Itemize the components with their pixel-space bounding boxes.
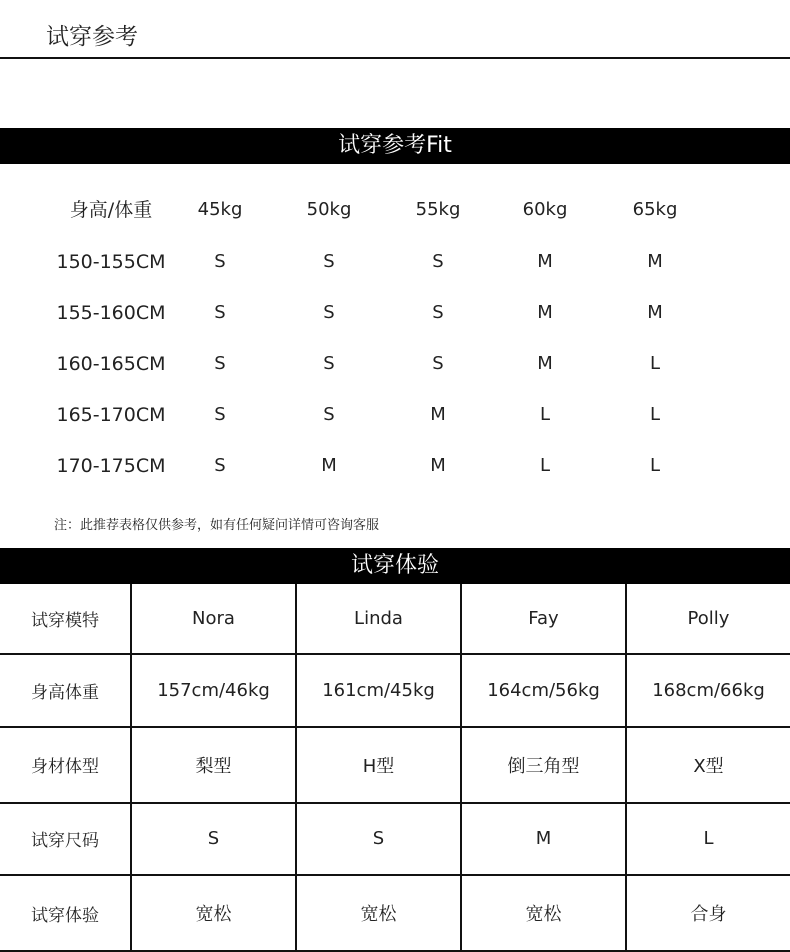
size-cell: S bbox=[432, 302, 444, 323]
size-cell: S bbox=[432, 251, 444, 272]
row-label: 试穿尺码 bbox=[0, 803, 131, 876]
size-cell: L bbox=[539, 455, 551, 476]
table-cell: 168cm/66kg bbox=[626, 654, 790, 727]
size-cell: M bbox=[537, 353, 553, 374]
experience-table bbox=[0, 584, 790, 952]
table-cell: 157cm/46kg bbox=[131, 654, 296, 727]
size-cell: M bbox=[321, 455, 337, 476]
size-chart-corner-label: 身高/体重 bbox=[69, 199, 153, 221]
size-cell: L bbox=[649, 353, 661, 374]
table-cell: Linda bbox=[296, 584, 461, 654]
row-label: 试穿模特 bbox=[0, 584, 131, 654]
weight-column-header: 45kg bbox=[197, 199, 243, 220]
table-row bbox=[0, 654, 790, 727]
row-label: 身高体重 bbox=[0, 654, 131, 727]
table-cell: H型 bbox=[296, 727, 461, 803]
table-cell: 161cm/45kg bbox=[296, 654, 461, 727]
height-range-label: 170-175CM bbox=[56, 455, 166, 477]
fit-section-header: 试穿参考Fit bbox=[0, 128, 790, 164]
size-cell: M bbox=[537, 302, 553, 323]
title-divider bbox=[0, 57, 790, 59]
size-cell: S bbox=[214, 251, 226, 272]
height-range-label: 160-165CM bbox=[56, 353, 166, 375]
size-chart-header-row bbox=[0, 190, 790, 230]
experience-section-header: 试穿体验 bbox=[0, 548, 790, 584]
size-cell: L bbox=[539, 404, 551, 425]
page-title: 试穿参考 bbox=[46, 24, 138, 50]
table-cell: S bbox=[131, 803, 296, 876]
size-cell: L bbox=[649, 455, 661, 476]
table-cell: Polly bbox=[626, 584, 790, 654]
size-cell: S bbox=[323, 302, 335, 323]
table-row bbox=[0, 727, 790, 803]
size-cell: M bbox=[430, 404, 446, 425]
table-cell: S bbox=[296, 803, 461, 876]
table-row bbox=[0, 875, 790, 951]
size-chart-note: 注：此推荐表格仅供参考，如有任何疑问详情可咨询客服 bbox=[54, 518, 380, 533]
size-chart-row bbox=[0, 242, 790, 282]
table-cell: 宽松 bbox=[296, 875, 461, 951]
weight-column-header: 50kg bbox=[306, 199, 352, 220]
table-cell: Nora bbox=[131, 584, 296, 654]
table-cell: 合身 bbox=[626, 875, 790, 951]
weight-column-header: 65kg bbox=[632, 199, 678, 220]
size-cell: S bbox=[214, 404, 226, 425]
height-range-label: 155-160CM bbox=[56, 302, 166, 324]
height-range-label: 165-170CM bbox=[56, 404, 166, 426]
table-cell: 宽松 bbox=[131, 875, 296, 951]
size-chart-row bbox=[0, 344, 790, 384]
table-row bbox=[0, 584, 790, 654]
size-chart-row bbox=[0, 293, 790, 333]
size-cell: M bbox=[430, 455, 446, 476]
table-cell: 倒三角型 bbox=[461, 727, 626, 803]
size-cell: M bbox=[537, 251, 553, 272]
table-cell: M bbox=[461, 803, 626, 876]
size-cell: S bbox=[432, 353, 444, 374]
table-cell: 164cm/56kg bbox=[461, 654, 626, 727]
size-chart-row bbox=[0, 395, 790, 435]
size-cell: M bbox=[647, 302, 663, 323]
size-cell: S bbox=[214, 302, 226, 323]
size-cell: S bbox=[323, 404, 335, 425]
size-cell: S bbox=[214, 353, 226, 374]
row-label: 身材体型 bbox=[0, 727, 131, 803]
table-cell: Fay bbox=[461, 584, 626, 654]
table-cell: 梨型 bbox=[131, 727, 296, 803]
table-cell: X型 bbox=[626, 727, 790, 803]
size-cell: S bbox=[323, 353, 335, 374]
weight-column-header: 55kg bbox=[415, 199, 461, 220]
size-cell: S bbox=[323, 251, 335, 272]
height-range-label: 150-155CM bbox=[56, 251, 166, 273]
table-cell: L bbox=[626, 803, 790, 876]
size-cell: M bbox=[647, 251, 663, 272]
table-cell: 宽松 bbox=[461, 875, 626, 951]
table-row bbox=[0, 803, 790, 876]
size-cell: S bbox=[214, 455, 226, 476]
size-chart-row bbox=[0, 446, 790, 486]
row-label: 试穿体验 bbox=[0, 875, 131, 951]
weight-column-header: 60kg bbox=[522, 199, 568, 220]
size-cell: L bbox=[649, 404, 661, 425]
